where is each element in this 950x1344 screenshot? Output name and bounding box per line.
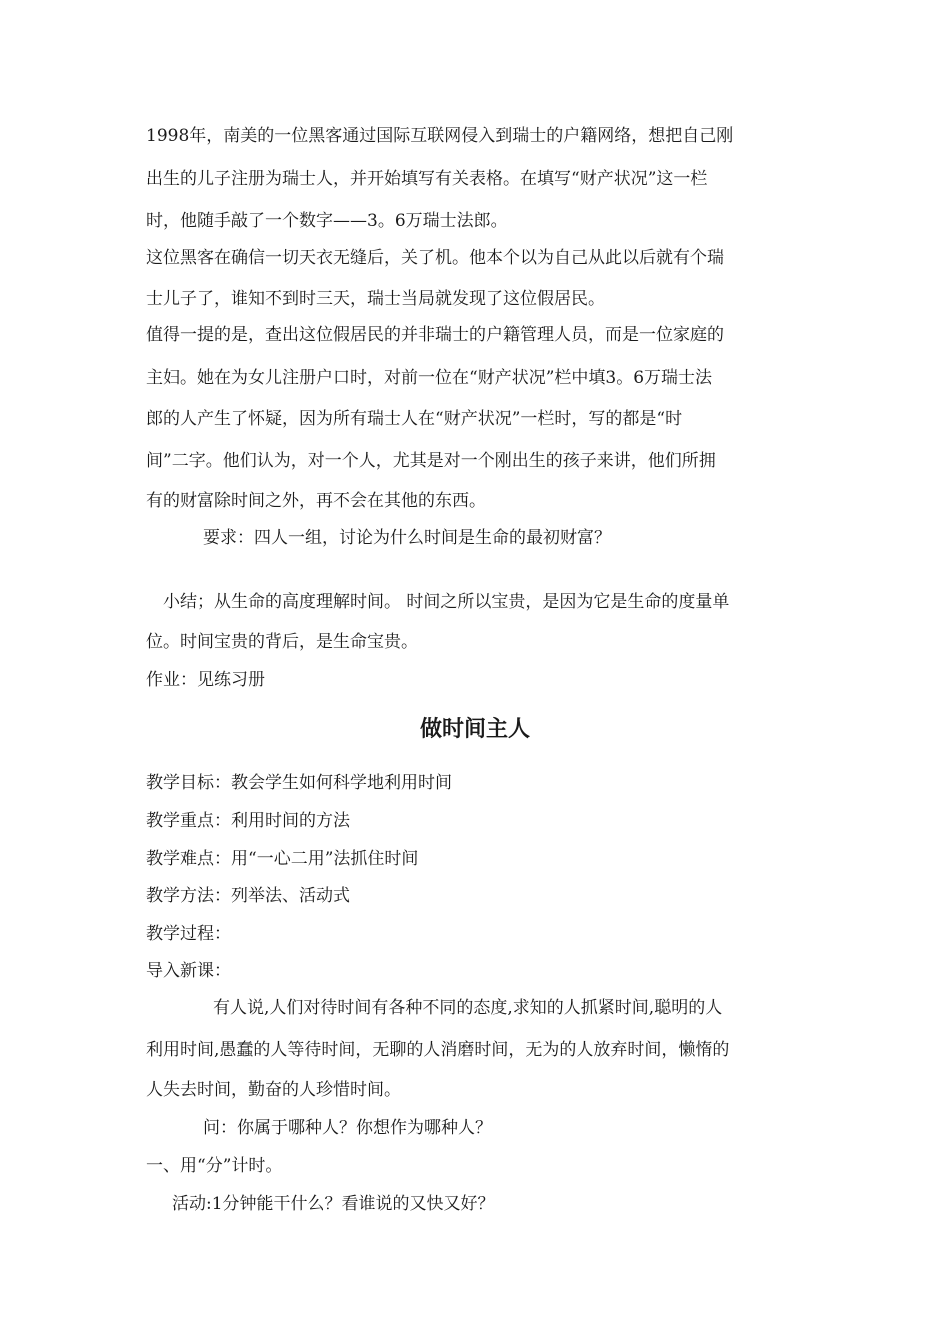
teaching-method: 教学方法：列举法、活动式: [146, 886, 350, 906]
passage-line-6: 值得一提的是，查出这位假居民的并非瑞士的户籍管理人员，而是一位家庭的: [146, 325, 724, 345]
question-text: 问：你属于哪种人？你想作为哪种人？: [203, 1118, 492, 1138]
intro-line-1: 有人说,人们对待时间有各种不同的态度,求知的人抓紧时间,聪明的人: [213, 998, 723, 1018]
passage-line-10: 有的财富除时间之外，再不会在其他的东西。: [146, 491, 486, 511]
activity-text: 活动:1分钟能干什么？看谁说的又快又好？: [172, 1194, 495, 1214]
homework-text: 作业：见练习册: [146, 670, 265, 690]
intro-line-3: 人失去时间，勤奋的人珍惜时间。: [146, 1080, 401, 1100]
summary-line-1: 小结；从生命的高度理解时间。 时间之所以宝贵，是因为它是生命的度量单: [163, 592, 730, 612]
teaching-process: 教学过程：: [146, 924, 231, 944]
teaching-goal: 教学目标：教会学生如何科学地利用时间: [146, 773, 452, 793]
intro-line-2: 利用时间,愚蠢的人等待时间，无聊的人消磨时间，无为的人放弃时间，懒惰的: [146, 1040, 730, 1060]
summary-line-2: 位。时间宝贵的背后，是生命宝贵。: [146, 632, 418, 652]
passage-line-3: 时，他随手敲了一个数字——3。6万瑞士法郎。: [146, 211, 508, 231]
section-1-heading: 一、用“分”计时。: [146, 1156, 283, 1176]
passage-line-9: 间”二字。他们认为，对一个人，尤其是对一个刚出生的孩子来讲，他们所拥: [146, 451, 716, 471]
teaching-difficulty: 教学难点：用“一心二用”法抓住时间: [146, 849, 419, 869]
passage-line-2: 出生的儿子注册为瑞士人，并开始填写有关表格。在填写“财产状况”这一栏: [146, 169, 708, 189]
passage-line-1: 1998年，南美的一位黑客通过国际互联网侵入到瑞士的户籍网络，想把自己刚: [146, 126, 734, 146]
passage-line-5: 士儿子了，谁知不到时三天，瑞士当局就发现了这位假居民。: [146, 289, 605, 309]
passage-line-4: 这位黑客在确信一切天衣无缝后，关了机。他本个以为自己从此以后就有个瑞: [146, 248, 724, 268]
passage-line-8: 郎的人产生了怀疑，因为所有瑞士人在“财产状况”一栏时，写的都是“时: [146, 409, 683, 429]
intro-heading: 导入新课：: [146, 961, 231, 981]
passage-line-7: 主妇。她在为女儿注册户口时，对前一位在“财产状况”栏中填3。6万瑞士法: [146, 368, 713, 388]
requirement-text: 要求：四人一组，讨论为什么时间是生命的最初财富？: [203, 528, 611, 548]
lesson-title: 做时间主人: [419, 717, 530, 742]
teaching-key-point: 教学重点：利用时间的方法: [146, 811, 350, 831]
